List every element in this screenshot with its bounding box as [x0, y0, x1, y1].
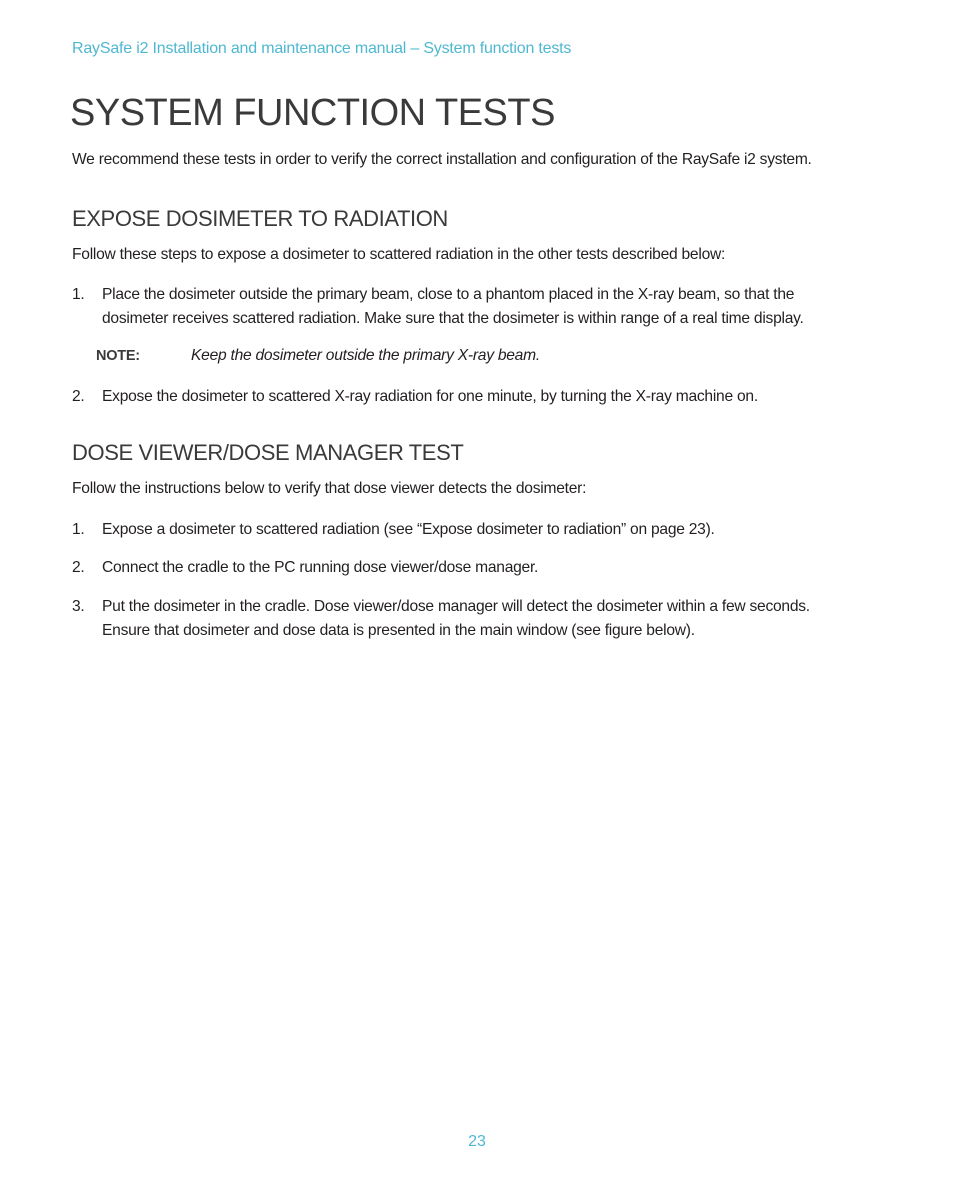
intro-paragraph: We recommend these tests in order to verify the correct installation and configuration of the RaySafe i2 system. [72, 151, 812, 168]
step-text-line: Connect the cradle to the PC running dose viewer/dose manager. [102, 559, 539, 576]
step-text-line: Place the dosimeter outside the primary beam, close to a phantom placed in the X-ray beam, so that the [102, 286, 795, 303]
page-number: 23 [468, 1133, 486, 1150]
page-title: SYSTEM FUNCTION TESTS [70, 92, 555, 134]
list-item-step-1 [72, 283, 892, 331]
section-lead-expose-dosimeter: Follow these steps to expose a dosimeter to scattered radiation in the other tests described below: [72, 246, 726, 263]
note-callout [96, 347, 540, 365]
step-text-line: Expose the dosimeter to scattered X-ray radiation for one minute, by turning the X-ray machine on. [102, 388, 758, 405]
step-number: 3. [72, 598, 85, 615]
note-label: NOTE: [96, 348, 140, 364]
note-text: Keep the dosimeter outside the primary X-ray beam. [191, 347, 540, 364]
step-text-line: Put the dosimeter in the cradle. Dose viewer/dose manager will detect the dosimeter within a few seconds. [102, 598, 810, 615]
step-number: 1. [72, 521, 85, 538]
step-number: 1. [72, 286, 85, 303]
step-text-line: dosimeter receives scattered radiation. Make sure that the dosimeter is within range of a real time display. [102, 310, 804, 327]
list-item-step-2 [72, 556, 892, 580]
step-text-line: Expose a dosimeter to scattered radiation (see “Expose dosimeter to radiation” on page 23). [102, 521, 715, 538]
list-item-step-1 [72, 518, 892, 542]
section-lead-dose-viewer-test: Follow the instructions below to verify that dose viewer detects the dosimeter: [72, 480, 587, 497]
running-header: RaySafe i2 Installation and maintenance manual – System function tests [72, 40, 572, 57]
step-number: 2. [72, 559, 85, 576]
section-heading-dose-viewer-test: DOSE VIEWER/DOSE MANAGER TEST [72, 440, 464, 465]
list-item-step-2 [72, 385, 892, 409]
step-number: 2. [72, 388, 85, 405]
step-text-line: Ensure that dosimeter and dose data is presented in the main window (see figure below). [102, 622, 695, 639]
section-heading-expose-dosimeter: EXPOSE DOSIMETER TO RADIATION [72, 206, 448, 231]
list-item-step-3 [72, 595, 892, 643]
